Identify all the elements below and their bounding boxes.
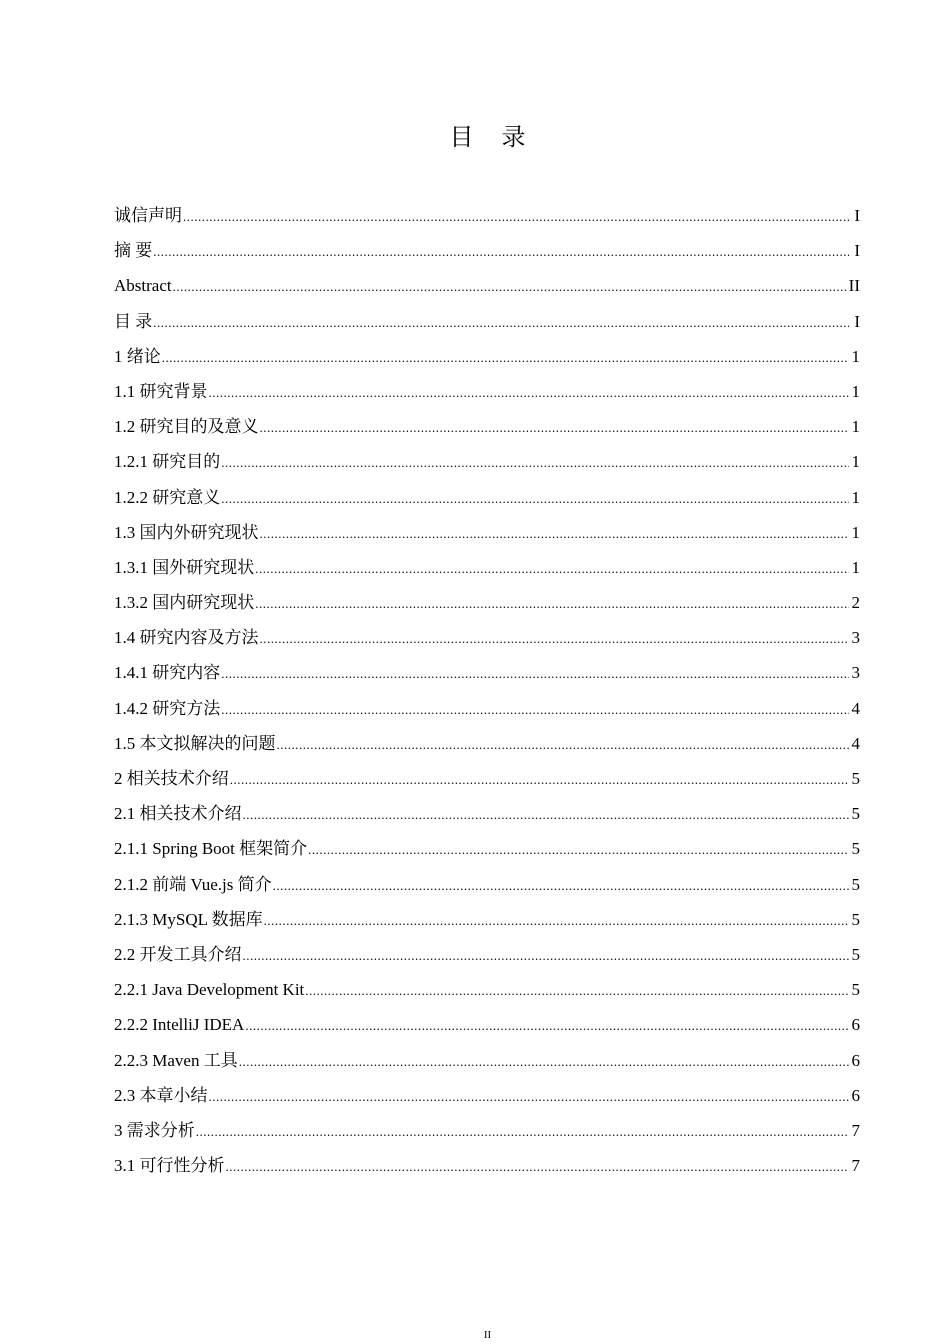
toc-leader [173, 269, 848, 304]
toc-entry-label: 2.2 开发工具介绍 [114, 944, 242, 964]
toc-entry[interactable] [114, 1043, 860, 1078]
toc-entry-page: 4 [851, 733, 860, 753]
toc-entry-page: 3 [851, 628, 860, 648]
toc-entry[interactable] [114, 268, 860, 303]
toc-entry[interactable] [114, 409, 860, 444]
toc-leader [308, 832, 849, 867]
toc-entry-label: 1.5 本文拟解决的问题 [114, 733, 276, 753]
toc-entry-label: 1.3 国内外研究现状 [114, 522, 259, 542]
toc-entry-label: 1.2.2 研究意义 [114, 487, 221, 507]
toc-leader [209, 375, 850, 410]
toc-entry-page: 1 [851, 452, 860, 472]
toc-entry-page: 1 [851, 381, 860, 401]
toc-entry[interactable] [114, 655, 860, 690]
toc-leader [277, 727, 850, 762]
toc-entry[interactable] [114, 937, 860, 972]
toc-entry[interactable] [114, 620, 860, 655]
toc-entry-label: 1.2 研究目的及意义 [114, 417, 259, 437]
toc-entry-page: 5 [851, 769, 860, 788]
toc-entry-label: 2.2.1 Java Development Kit [114, 980, 305, 1000]
page-title [0, 122, 950, 154]
toc-entry[interactable] [114, 374, 860, 409]
toc-entry-label: 2.2.2 IntelliJ IDEA [114, 1015, 245, 1035]
toc-entry-label: 1.2.1 研究目的 [114, 452, 221, 472]
toc-entry-label: 2.3 本章小结 [114, 1085, 208, 1105]
toc-entry[interactable] [114, 339, 860, 374]
toc-leader [245, 1008, 849, 1043]
toc-entry-label: 摘 要 [114, 241, 153, 261]
toc-entry-page: 7 [851, 1120, 860, 1140]
toc-leader [260, 516, 850, 551]
toc-entry-label: 3 需求分析 [114, 1120, 195, 1140]
toc-entry[interactable] [114, 1148, 860, 1183]
toc-leader [183, 199, 849, 234]
toc-entry-page: 5 [851, 839, 860, 859]
toc-entry-page: 5 [851, 944, 860, 964]
toc-entry-label: 2.2.3 Maven 工具 [114, 1050, 238, 1070]
toc-entry-label: 1.1 研究背景 [114, 381, 208, 401]
toc-entry-page: 1 [851, 557, 860, 577]
toc-entry-page: 1 [851, 487, 860, 507]
toc-entry[interactable] [114, 480, 860, 515]
toc-entry-page: I [854, 241, 860, 261]
toc-leader [221, 481, 849, 516]
toc-entry-label: 目 录 [114, 311, 153, 331]
toc-leader [209, 1079, 850, 1114]
toc-entry-page: 6 [851, 1015, 860, 1035]
toc-entry[interactable] [114, 902, 860, 937]
toc-leader [196, 1114, 849, 1149]
toc-entry-label: 1.4.1 研究内容 [114, 663, 221, 683]
toc-leader [243, 797, 850, 832]
toc-entry-page: 5 [851, 980, 860, 1000]
toc-entry[interactable] [114, 198, 860, 233]
toc-entry-page: 5 [851, 804, 860, 824]
toc-entry-label: 2.1.3 MySQL 数据库 [114, 909, 263, 929]
toc-leader [162, 340, 849, 375]
toc-entry-page: 7 [851, 1156, 860, 1176]
toc-entry-page: 6 [851, 1050, 860, 1070]
toc-leader [221, 692, 849, 727]
toc-entry-label: 2.1.2 前端 Vue.js 简介 [114, 874, 272, 894]
table-of-contents [114, 198, 860, 1183]
toc-leader [255, 551, 849, 586]
toc-entry-label: 1.3.2 国内研究现状 [114, 593, 255, 613]
toc-entry[interactable] [114, 972, 860, 1007]
toc-leader [305, 973, 849, 1008]
toc-leader [273, 868, 849, 903]
toc-entry[interactable] [114, 761, 860, 796]
toc-entry[interactable] [114, 233, 860, 268]
toc-leader [153, 305, 849, 340]
toc-entry[interactable] [114, 304, 860, 339]
toc-entry[interactable] [114, 867, 860, 902]
toc-entry-page: 4 [851, 698, 860, 718]
toc-leader [153, 234, 849, 269]
toc-leader [260, 410, 850, 445]
toc-entry[interactable] [114, 1113, 860, 1148]
toc-entry[interactable] [114, 726, 860, 761]
toc-entry[interactable] [114, 585, 860, 620]
page-number-footer: II [483, 1329, 492, 1341]
toc-entry-label: Abstract [114, 276, 172, 296]
toc-entry[interactable] [114, 1007, 860, 1042]
toc-entry-page: II [848, 276, 860, 296]
toc-entry-page: 5 [851, 909, 860, 929]
toc-leader [221, 656, 849, 691]
toc-leader [226, 1149, 850, 1184]
page-title-part1: 目 [449, 125, 474, 151]
page-title-part2: 录 [501, 125, 526, 151]
toc-leader [243, 938, 850, 973]
toc-entry-page: 1 [851, 346, 860, 366]
toc-entry-label: 3.1 可行性分析 [114, 1156, 225, 1176]
toc-leader [260, 621, 850, 656]
toc-entry-page: 3 [851, 663, 860, 683]
toc-entry-page: I [854, 206, 860, 225]
toc-entry[interactable] [114, 444, 860, 479]
toc-entry-label: 1.4.2 研究方法 [114, 698, 221, 718]
toc-entry-page: I [854, 311, 860, 331]
toc-entry-label: 2.1.1 Spring Boot 框架简介 [114, 839, 308, 859]
toc-entry-page: 2 [851, 593, 860, 613]
toc-entry-page: 1 [851, 417, 860, 437]
toc-entry-label: 1.4 研究内容及方法 [114, 628, 259, 648]
toc-entry-label: 2.1 相关技术介绍 [114, 804, 242, 824]
toc-entry[interactable] [114, 796, 860, 831]
toc-entry[interactable] [114, 1078, 860, 1113]
toc-entry[interactable] [114, 691, 860, 726]
toc-leader [230, 762, 849, 797]
toc-entry-page: 5 [851, 874, 860, 894]
toc-leader [255, 586, 849, 621]
toc-entry-label: 1.3.1 国外研究现状 [114, 557, 255, 577]
toc-leader [239, 1044, 849, 1079]
toc-entry-label: 诚信声明 [114, 206, 182, 225]
toc-leader [264, 903, 849, 938]
toc-entry-label: 1 绪论 [114, 346, 161, 366]
toc-entry-label: 2 相关技术介绍 [114, 769, 229, 788]
toc-leader [221, 445, 849, 480]
toc-entry[interactable] [114, 831, 860, 866]
toc-entry-page: 6 [851, 1085, 860, 1105]
toc-entry[interactable] [114, 515, 860, 550]
toc-entry-page: 1 [851, 522, 860, 542]
toc-entry[interactable] [114, 550, 860, 585]
